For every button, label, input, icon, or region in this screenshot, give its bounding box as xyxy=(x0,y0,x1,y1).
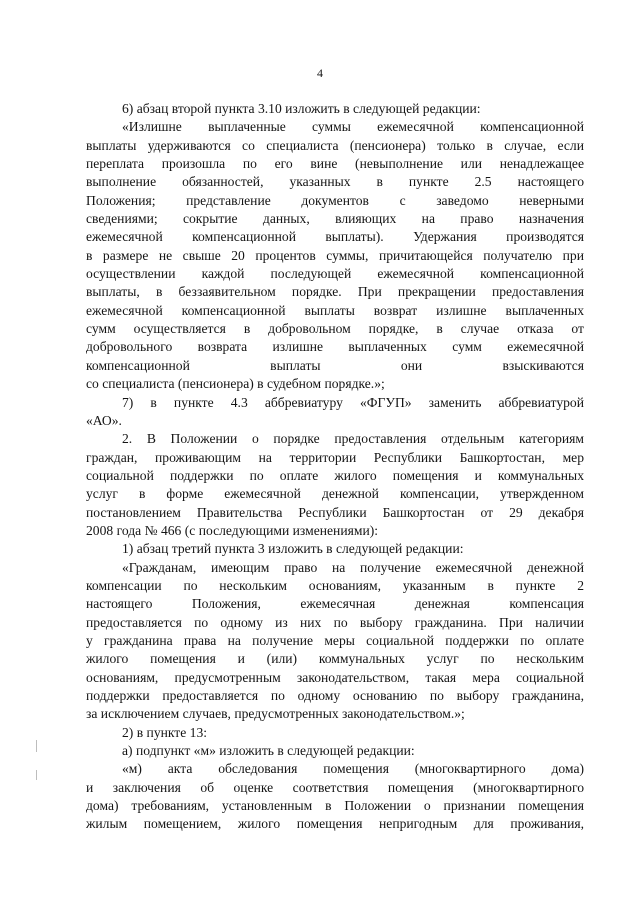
text-line: предоставляется по одному из них по выбору гражданина. При наличии xyxy=(86,614,584,630)
text-line: а) подпункт «м» изложить в следующей редакции: xyxy=(122,743,415,759)
page-number: 4 xyxy=(317,66,323,80)
text-line: за исключением случаев, предусмотренных законодательством.»; xyxy=(86,706,465,722)
text-line: выплаты удерживаются со специалиста (пенсионера) только в случае, если xyxy=(86,137,584,153)
text-line: 2) в пункте 13: xyxy=(122,724,208,740)
text-line: в размере не свыше 20 процентов суммы, причитающейся получателю при xyxy=(86,247,584,263)
margin-mark xyxy=(36,740,37,752)
text-line: жилым помещением, жилого помещения непригодным для проживания, xyxy=(86,816,584,832)
text-line: 1) абзац третий пункта 3 изложить в следующей редакции: xyxy=(122,541,464,557)
text-line: постановлением Правительства Республики Башкортостан от 29 декабря xyxy=(86,504,584,520)
text-line: поддержки предоставляется по одному основанию по выбору гражданина, xyxy=(86,688,584,703)
text-line: услуг в форме ежемесячной денежной компенсации, утвержденном xyxy=(86,486,584,502)
document-body xyxy=(86,100,584,834)
text-line: граждан, проживающим на территории Республики Башкортостан, мер xyxy=(86,449,584,465)
text-line: ежемесячной компенсационной выплаты возврат излишне выплаченных xyxy=(86,302,584,318)
text-line: 7) в пункте 4.3 аббревиатуру «ФГУП» заменить аббревиатурой xyxy=(122,394,584,410)
text-line: «АО». xyxy=(86,412,122,428)
text-line: сумм осуществляется в добровольном порядке, в случае отказа от xyxy=(86,321,584,337)
text-line: со специалиста (пенсионера) в судебном порядке.»; xyxy=(86,376,385,392)
text-line: сведениями; сокрытие данных, влияющих на право назначения xyxy=(86,211,584,227)
text-line: настоящего Положения, ежемесячная денежная компенсация xyxy=(86,596,584,612)
text-line: 2. В Положении о порядке предоставления отдельным категориям xyxy=(122,431,584,447)
text-line: Положения; представление документов с заведомо неверными xyxy=(86,192,584,208)
text-line: основаниям, предусмотренным законодательством, такая мера социальной xyxy=(86,669,584,685)
text-line: и заключения об оценке соответствия помещения (многоквартирного xyxy=(86,779,584,795)
text-line: у гражданина права на получение меры социальной поддержки по оплате xyxy=(86,632,584,648)
text-line: осуществлении каждой последующей ежемесячной компенсационной xyxy=(86,266,584,282)
text-line: «м) акта обследования помещения (многоквартирного дома) xyxy=(122,761,584,777)
text-line: добровольного возврата излишне выплаченных сумм ежемесячной xyxy=(86,339,584,355)
text-line: 6) абзац второй пункта 3.10 изложить в следующей редакции: xyxy=(122,101,481,116)
text-line: жилого помещения и (или) коммунальных услуг по нескольким xyxy=(86,651,584,667)
text-line: ежемесячной компенсационной выплаты). Удержания производятся xyxy=(86,229,584,245)
text-line: социальной поддержки по оплате жилого помещения и коммунальных xyxy=(86,467,584,483)
text-line: «Излишне выплаченные суммы ежемесячной компенсационной xyxy=(122,119,584,135)
text-line: переплата произошла по его вине (невыполнение или ненадлежащее xyxy=(86,156,584,172)
text-line: дома) требованиям, установленным в Положении о признании помещения xyxy=(86,798,584,814)
text-line: 2008 года № 466 (с последующими изменениями): xyxy=(86,522,379,538)
text-line: компенсационной выплаты они взыскиваются xyxy=(86,357,584,373)
text-line: компенсации по нескольким основаниям, указанным в пункте 2 xyxy=(86,577,584,593)
margin-mark xyxy=(36,770,37,780)
text-line: «Гражданам, имеющим право на получение ежемесячной денежной xyxy=(122,559,584,575)
text-line: выполнение обязанностей, указанных в пункте 2.5 настоящего xyxy=(86,174,584,190)
text-line: выплаты, в беззаявительном порядке. При прекращении предоставления xyxy=(86,284,584,300)
